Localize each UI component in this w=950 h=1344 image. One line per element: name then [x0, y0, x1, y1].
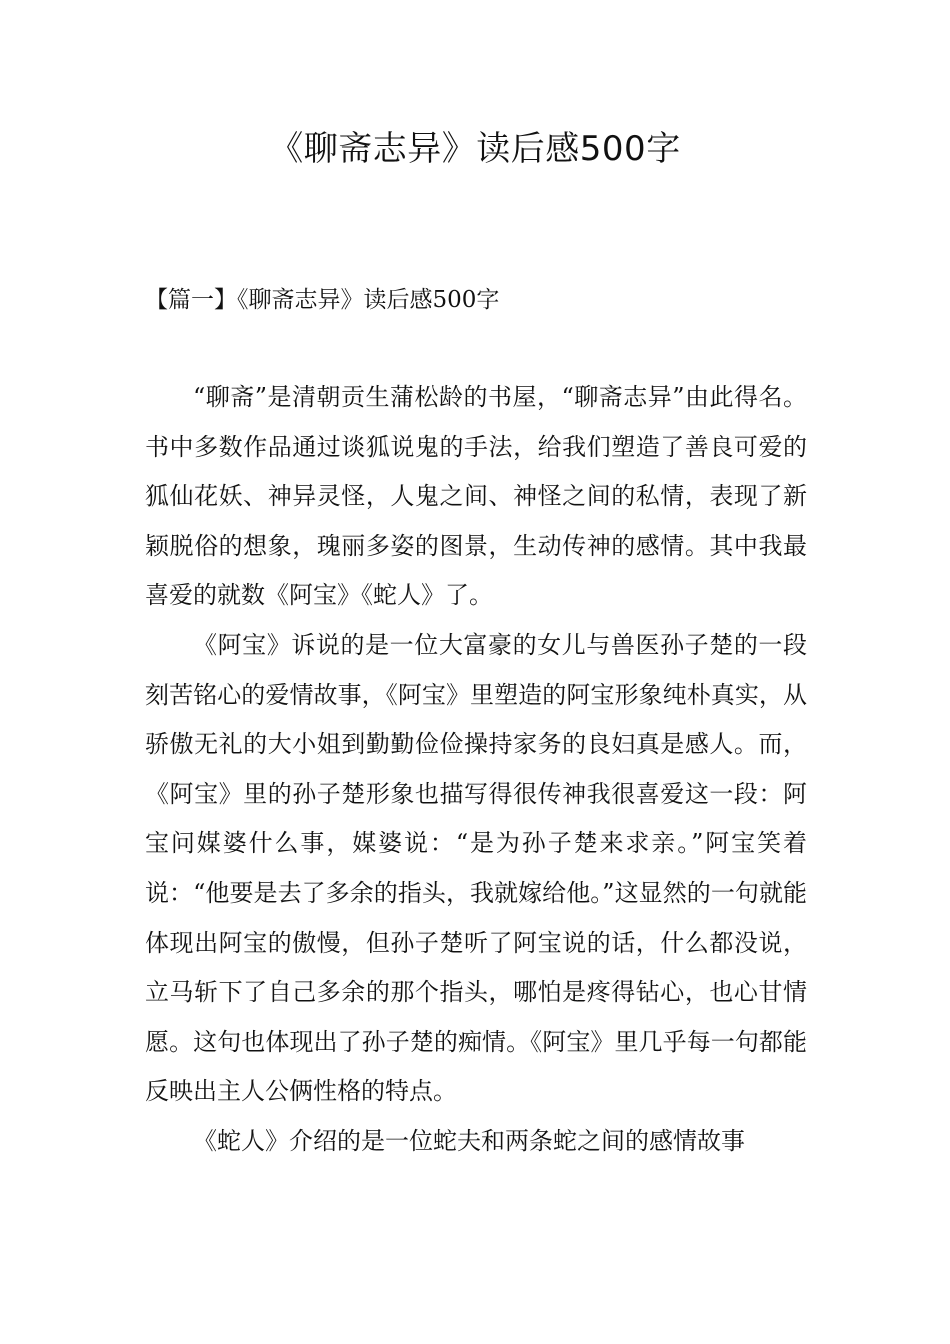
paragraph-2: 《阿宝》诉说的是一位大富豪的女儿与兽医孙子楚的一段刻苦铭心的爱情故事，《阿宝》里塑造的阿宝形象纯朴真实，从骄傲无礼的大小姐到勤勤俭俭操持家务的良妇真是感人。而，《阿宝》里的孙子楚形象也描写得很传神我很喜爱这一段：阿宝问媒婆什么事，媒婆说：“是为孙子楚来求亲。”阿宝笑着说：“他要是去了多余的指头，我就嫁给他。”这显然的一句就能体现出阿宝的傲慢，但孙子楚听了阿宝说的话，什么都没说，立马斩下了自己多余的那个指头，哪怕是疼得钻心，也心甘情愿。这句也体现出了孙子楚的痴情。《阿宝》里几乎每一句都能反映出主人公俩性格的特点。	[145, 630, 807, 1106]
paragraph-1: “聊斋”是清朝贡生蒲松龄的书屋，“聊斋志异”由此得名。书中多数作品通过谈狐说鬼的手法，给我们塑造了善良可爱的狐仙花妖、神异灵怪，人鬼之间、神怪之间的私情，表现了新颖脱俗的想象，瑰丽多姿的图景，生动传神的感情。其中我最喜爱的就数《阿宝》《蛇人》了。	[145, 383, 807, 610]
section-heading: 【篇一】《聊斋志异》读后感500字	[145, 287, 500, 313]
body-text	[145, 373, 807, 1167]
document-title: 《聊斋志异》读后感500字	[269, 129, 681, 169]
paragraph-3: 《蛇人》介绍的是一位蛇夫和两条蛇之间的感情故事	[193, 1126, 745, 1155]
